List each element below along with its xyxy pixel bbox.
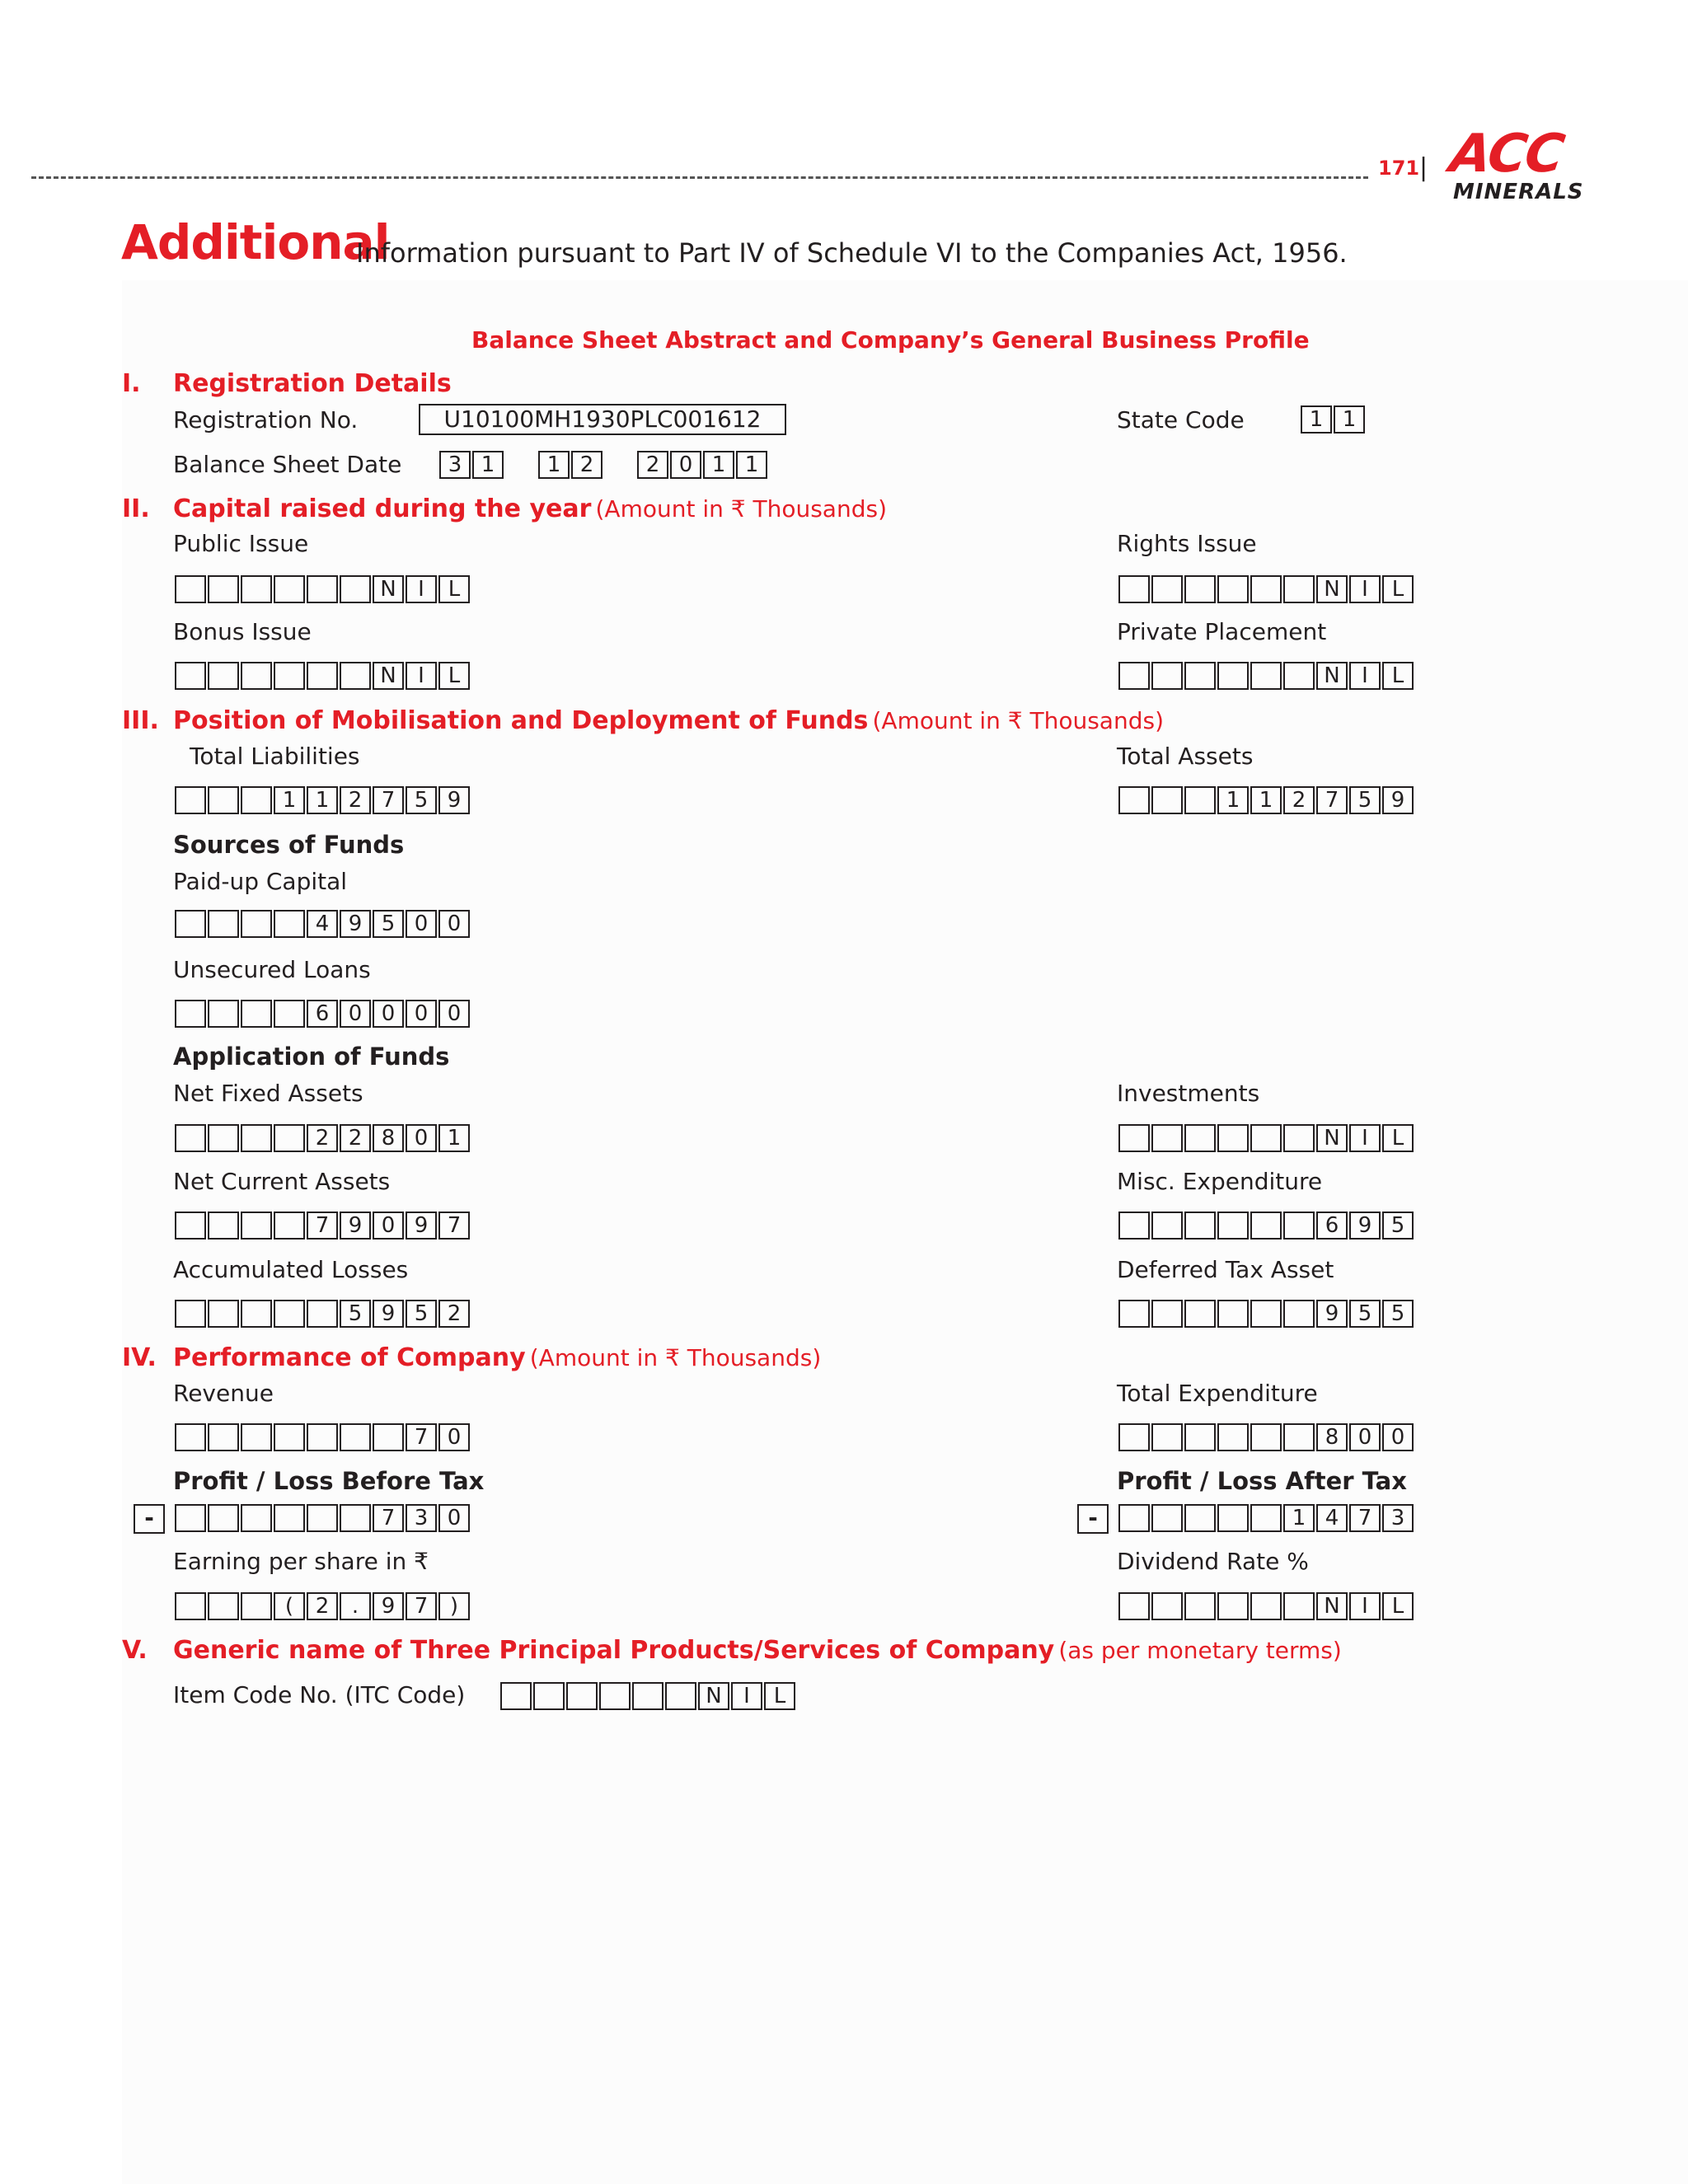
digit-box: ) xyxy=(438,1592,470,1620)
state-code-label: State Code xyxy=(1117,406,1245,434)
digit-box: 0 xyxy=(438,1504,470,1532)
digit-box: 3 xyxy=(406,1504,437,1532)
digit-box: 2 xyxy=(1283,786,1315,814)
digit-box: 1 xyxy=(274,786,305,814)
section-3-title: Position of Mobilisation and Deployment of Funds xyxy=(173,706,869,735)
rights-issue-label: Rights Issue xyxy=(1117,530,1257,557)
digit-box xyxy=(307,1423,338,1451)
page-number: 171 xyxy=(1378,157,1420,180)
digit-box xyxy=(599,1682,631,1710)
digit-box xyxy=(208,910,239,938)
digit-box xyxy=(1184,1592,1216,1620)
paid-up-capital-label: Paid-up Capital xyxy=(173,868,348,895)
section-2-note: (Amount in ₹ Thousands) xyxy=(595,495,887,523)
digit-box: 1 xyxy=(736,451,767,479)
digit-box xyxy=(1151,1504,1183,1532)
digit-box xyxy=(373,1423,404,1451)
acc-logo: ACC xyxy=(1446,124,1567,185)
revenue-boxes xyxy=(175,1423,471,1451)
digit-box: 0 xyxy=(670,451,701,479)
section-2-title: Capital raised during the year xyxy=(173,494,592,523)
digit-box xyxy=(1151,575,1183,603)
digit-box xyxy=(307,1504,338,1532)
digit-box xyxy=(175,1000,206,1028)
total-liabilities-label: Total Liabilities xyxy=(190,743,360,770)
digit-box: 3 xyxy=(439,451,471,479)
digit-box: 0 xyxy=(438,910,470,938)
digit-box xyxy=(1118,786,1150,814)
digit-box: 5 xyxy=(1349,786,1381,814)
profit-after-tax-label: Profit / Loss After Tax xyxy=(1117,1467,1407,1495)
digit-box xyxy=(1217,575,1249,603)
digit-box xyxy=(274,662,305,690)
digit-box xyxy=(1217,1423,1249,1451)
bonus-issue-boxes xyxy=(175,662,471,690)
digit-box: ( xyxy=(274,1592,305,1620)
unsecured-loans-label: Unsecured Loans xyxy=(173,956,371,983)
date-month-boxes xyxy=(538,451,604,479)
digit-box xyxy=(208,1423,239,1451)
digit-box: 9 xyxy=(340,1212,371,1240)
digit-box: L xyxy=(764,1682,795,1710)
digit-box xyxy=(665,1682,696,1710)
eps-label: Earning per share in ₹ xyxy=(173,1548,429,1575)
digit-box: 2 xyxy=(340,786,371,814)
digit-box xyxy=(1283,662,1315,690)
digit-box: 1 xyxy=(703,451,734,479)
digit-box xyxy=(1283,1423,1315,1451)
section-3-heading xyxy=(173,706,1164,735)
digit-box: 7 xyxy=(406,1592,437,1620)
digit-box xyxy=(208,662,239,690)
net-fixed-assets-boxes xyxy=(175,1124,471,1152)
digit-box: 2 xyxy=(637,451,668,479)
digit-box xyxy=(1118,662,1150,690)
digit-box: 2 xyxy=(307,1124,338,1152)
digit-box xyxy=(175,1212,206,1240)
digit-box: 0 xyxy=(340,1000,371,1028)
digit-box: N xyxy=(698,1682,729,1710)
digit-box xyxy=(1184,786,1216,814)
digit-box: 1 xyxy=(538,451,570,479)
item-code-label: Item Code No. (ITC Code) xyxy=(173,1681,466,1708)
digit-box xyxy=(175,1124,206,1152)
digit-box: 8 xyxy=(373,1124,404,1152)
page-separator: | xyxy=(1419,153,1428,182)
digit-box: 1 xyxy=(1301,405,1332,434)
balance-sheet-date-label: Balance Sheet Date xyxy=(173,451,402,478)
digit-box xyxy=(175,1592,206,1620)
digit-box xyxy=(340,662,371,690)
digit-box xyxy=(241,1124,272,1152)
digit-box: 9 xyxy=(373,1300,404,1328)
digit-box: 1 xyxy=(307,786,338,814)
section-3-note: (Amount in ₹ Thousands) xyxy=(872,707,1164,734)
digit-box: 7 xyxy=(373,786,404,814)
digit-box: 7 xyxy=(373,1504,404,1532)
digit-box xyxy=(307,662,338,690)
digit-box xyxy=(1283,1592,1315,1620)
digit-box xyxy=(1184,575,1216,603)
digit-box xyxy=(1184,1124,1216,1152)
section-2-heading xyxy=(173,494,887,523)
digit-box: 0 xyxy=(373,1212,404,1240)
digit-box xyxy=(241,910,272,938)
digit-box: N xyxy=(1316,1592,1348,1620)
digit-box: 9 xyxy=(438,786,470,814)
digit-box xyxy=(1250,1592,1282,1620)
digit-box xyxy=(1217,1592,1249,1620)
digit-box xyxy=(1151,1212,1183,1240)
minerals-logo-text: MINERALS xyxy=(1453,180,1584,204)
digit-box: 2 xyxy=(340,1124,371,1152)
digit-box: I xyxy=(1349,662,1381,690)
digit-box xyxy=(274,1423,305,1451)
registration-no-label: Registration No. xyxy=(173,406,359,434)
digit-box xyxy=(175,662,206,690)
profit-before-tax-boxes xyxy=(175,1504,471,1532)
digit-box xyxy=(208,575,239,603)
profit-after-tax-sign: - xyxy=(1077,1504,1109,1534)
digit-box xyxy=(175,1300,206,1328)
digit-box xyxy=(1283,1212,1315,1240)
paid-up-capital-boxes xyxy=(175,910,471,938)
section-4-number: IV. xyxy=(122,1343,157,1372)
digit-box: 1 xyxy=(472,451,504,479)
digit-box xyxy=(1184,1504,1216,1532)
digit-box: 5 xyxy=(340,1300,371,1328)
digit-box xyxy=(1217,1212,1249,1240)
section-subtitle: Balance Sheet Abstract and Company’s General Business Profile xyxy=(471,326,1310,354)
digit-box xyxy=(1151,662,1183,690)
date-day-boxes xyxy=(439,451,505,479)
digit-box: L xyxy=(1382,1592,1414,1620)
digit-box xyxy=(1283,1300,1315,1328)
digit-box: 1 xyxy=(1283,1504,1315,1532)
investments-boxes xyxy=(1118,1124,1415,1152)
state-code-boxes xyxy=(1301,405,1367,434)
rights-issue-boxes xyxy=(1118,575,1415,603)
digit-box: 5 xyxy=(1349,1300,1381,1328)
section-4-heading xyxy=(173,1343,821,1372)
digit-box: 7 xyxy=(1349,1504,1381,1532)
digit-box xyxy=(566,1682,598,1710)
section-5-note: (as per monetary terms) xyxy=(1058,1637,1342,1664)
digit-box: L xyxy=(1382,662,1414,690)
digit-box xyxy=(1250,575,1282,603)
profit-before-tax-sign: - xyxy=(134,1504,165,1534)
digit-box xyxy=(241,1423,272,1451)
digit-box: 9 xyxy=(373,1592,404,1620)
digit-box xyxy=(1283,1124,1315,1152)
digit-box: 7 xyxy=(406,1423,437,1451)
digit-box: I xyxy=(731,1682,762,1710)
digit-box: 0 xyxy=(438,1423,470,1451)
application-of-funds-heading: Application of Funds xyxy=(173,1043,450,1071)
digit-box: 5 xyxy=(406,1300,437,1328)
digit-box xyxy=(533,1682,565,1710)
digit-box: 7 xyxy=(438,1212,470,1240)
digit-box xyxy=(241,1592,272,1620)
digit-box xyxy=(340,575,371,603)
digit-box xyxy=(1217,1124,1249,1152)
digit-box xyxy=(274,1212,305,1240)
digit-box: N xyxy=(1316,575,1348,603)
digit-box xyxy=(175,786,206,814)
digit-box: 9 xyxy=(1382,786,1414,814)
total-assets-boxes xyxy=(1118,786,1415,814)
digit-box: 0 xyxy=(438,1000,470,1028)
accumulated-losses-boxes xyxy=(175,1300,471,1328)
private-placement-boxes xyxy=(1118,662,1415,690)
digit-box xyxy=(1151,1423,1183,1451)
header-divider xyxy=(31,176,1368,179)
digit-box xyxy=(1151,786,1183,814)
section-1-title: Registration Details xyxy=(173,369,452,398)
section-5-number: V. xyxy=(122,1636,148,1665)
digit-box xyxy=(1250,662,1282,690)
digit-box xyxy=(1217,662,1249,690)
digit-box xyxy=(1250,1212,1282,1240)
accumulated-losses-label: Accumulated Losses xyxy=(173,1256,409,1283)
digit-box xyxy=(274,1300,305,1328)
digit-box xyxy=(307,575,338,603)
section-3-number: III. xyxy=(122,706,159,735)
digit-box xyxy=(208,1504,239,1532)
digit-box: 1 xyxy=(1250,786,1282,814)
digit-box xyxy=(175,1504,206,1532)
digit-box xyxy=(1184,1423,1216,1451)
digit-box xyxy=(241,575,272,603)
digit-box xyxy=(241,1300,272,1328)
profit-after-tax-boxes xyxy=(1118,1504,1415,1532)
section-4-title: Performance of Company xyxy=(173,1343,526,1372)
digit-box xyxy=(175,1423,206,1451)
total-expenditure-label: Total Expenditure xyxy=(1117,1380,1318,1407)
digit-box: N xyxy=(1316,1124,1348,1152)
digit-box: I xyxy=(406,575,437,603)
digit-box: 8 xyxy=(1316,1423,1348,1451)
digit-box xyxy=(1217,1504,1249,1532)
digit-box xyxy=(175,910,206,938)
digit-box: N xyxy=(1316,662,1348,690)
digit-box xyxy=(1184,1300,1216,1328)
digit-box: 4 xyxy=(1316,1504,1348,1532)
digit-box: I xyxy=(1349,1592,1381,1620)
digit-box xyxy=(1250,1300,1282,1328)
section-1-number: I. xyxy=(122,369,141,398)
digit-box: 1 xyxy=(438,1124,470,1152)
profit-before-tax-label: Profit / Loss Before Tax xyxy=(173,1467,485,1495)
digit-box: 9 xyxy=(1316,1300,1348,1328)
digit-box: I xyxy=(1349,1124,1381,1152)
digit-box: N xyxy=(373,662,404,690)
digit-box: L xyxy=(1382,1124,1414,1152)
digit-box: I xyxy=(1349,575,1381,603)
net-current-assets-label: Net Current Assets xyxy=(173,1168,391,1195)
digit-box xyxy=(307,1300,338,1328)
digit-box xyxy=(274,1000,305,1028)
digit-box: 6 xyxy=(307,1000,338,1028)
page-title-rest: Information pursuant to Part IV of Schedule VI to the Companies Act, 1956. xyxy=(356,237,1348,269)
digit-box xyxy=(241,662,272,690)
digit-box xyxy=(1118,1300,1150,1328)
digit-box xyxy=(274,575,305,603)
digit-box xyxy=(208,1212,239,1240)
dividend-rate-boxes xyxy=(1118,1592,1415,1620)
digit-box xyxy=(1118,1423,1150,1451)
digit-box xyxy=(632,1682,663,1710)
investments-label: Investments xyxy=(1117,1080,1260,1107)
digit-box: L xyxy=(438,575,470,603)
total-expenditure-boxes xyxy=(1118,1423,1415,1451)
digit-box xyxy=(208,786,239,814)
digit-box: 2 xyxy=(438,1300,470,1328)
net-fixed-assets-label: Net Fixed Assets xyxy=(173,1080,363,1107)
digit-box xyxy=(1118,575,1150,603)
digit-box: 0 xyxy=(406,1124,437,1152)
digit-box xyxy=(1151,1592,1183,1620)
digit-box: 6 xyxy=(1316,1212,1348,1240)
digit-box xyxy=(241,786,272,814)
net-current-assets-boxes xyxy=(175,1212,471,1240)
digit-box: 7 xyxy=(307,1212,338,1240)
digit-box: 2 xyxy=(307,1592,338,1620)
digit-box: 1 xyxy=(1217,786,1249,814)
digit-box xyxy=(274,1504,305,1532)
digit-box: 5 xyxy=(1382,1212,1414,1240)
digit-box: 7 xyxy=(1316,786,1348,814)
digit-box: I xyxy=(406,662,437,690)
digit-box xyxy=(1151,1300,1183,1328)
digit-box xyxy=(208,1592,239,1620)
digit-box xyxy=(1184,662,1216,690)
item-code-boxes xyxy=(500,1682,797,1710)
digit-box: 0 xyxy=(1349,1423,1381,1451)
digit-box xyxy=(500,1682,532,1710)
digit-box xyxy=(1118,1504,1150,1532)
digit-box: 4 xyxy=(307,910,338,938)
digit-box xyxy=(208,1124,239,1152)
misc-expenditure-label: Misc. Expenditure xyxy=(1117,1168,1323,1195)
digit-box xyxy=(1118,1592,1150,1620)
deferred-tax-asset-boxes xyxy=(1118,1300,1415,1328)
digit-box xyxy=(1118,1124,1150,1152)
digit-box: 2 xyxy=(571,451,603,479)
registration-no-field: U10100MH1930PLC001612 xyxy=(419,404,786,435)
digit-box: 9 xyxy=(340,910,371,938)
sources-of-funds-heading: Sources of Funds xyxy=(173,831,405,859)
section-5-title: Generic name of Three Principal Products/Services of Company xyxy=(173,1636,1055,1665)
unsecured-loans-boxes xyxy=(175,1000,471,1028)
digit-box xyxy=(274,1124,305,1152)
digit-box: L xyxy=(1382,575,1414,603)
revenue-label: Revenue xyxy=(173,1380,274,1407)
digit-box: 9 xyxy=(406,1212,437,1240)
total-assets-label: Total Assets xyxy=(1117,743,1254,770)
digit-box xyxy=(340,1504,371,1532)
bonus-issue-label: Bonus Issue xyxy=(173,618,312,645)
digit-box xyxy=(1250,1504,1282,1532)
digit-box xyxy=(175,575,206,603)
digit-box xyxy=(340,1423,371,1451)
digit-box xyxy=(241,1212,272,1240)
digit-box: L xyxy=(438,662,470,690)
section-5-heading xyxy=(173,1636,1342,1665)
public-issue-label: Public Issue xyxy=(173,530,309,557)
digit-box xyxy=(1118,1212,1150,1240)
misc-expenditure-boxes xyxy=(1118,1212,1415,1240)
digit-box: 5 xyxy=(1382,1300,1414,1328)
digit-box: 5 xyxy=(373,910,404,938)
digit-box xyxy=(241,1000,272,1028)
deferred-tax-asset-label: Deferred Tax Asset xyxy=(1117,1256,1334,1283)
digit-box: 0 xyxy=(406,1000,437,1028)
digit-box: 1 xyxy=(1334,405,1365,434)
digit-box xyxy=(1184,1212,1216,1240)
digit-box: 0 xyxy=(373,1000,404,1028)
digit-box xyxy=(208,1300,239,1328)
public-issue-boxes xyxy=(175,575,471,603)
digit-box: 3 xyxy=(1382,1504,1414,1532)
digit-box: 5 xyxy=(406,786,437,814)
digit-box: . xyxy=(340,1592,371,1620)
dividend-rate-label: Dividend Rate % xyxy=(1117,1548,1309,1575)
digit-box xyxy=(1283,575,1315,603)
section-2-number: II. xyxy=(122,494,150,523)
digit-box xyxy=(241,1504,272,1532)
digit-box xyxy=(1217,1300,1249,1328)
digit-box xyxy=(1250,1124,1282,1152)
private-placement-label: Private Placement xyxy=(1117,618,1327,645)
eps-boxes xyxy=(175,1592,471,1620)
digit-box xyxy=(1250,1423,1282,1451)
page-title-main: Additional xyxy=(121,214,390,270)
digit-box: N xyxy=(373,575,404,603)
digit-box xyxy=(274,910,305,938)
total-liabilities-boxes xyxy=(175,786,471,814)
digit-box xyxy=(208,1000,239,1028)
digit-box: 9 xyxy=(1349,1212,1381,1240)
digit-box xyxy=(1151,1124,1183,1152)
date-year-boxes xyxy=(637,451,769,479)
section-4-note: (Amount in ₹ Thousands) xyxy=(529,1344,822,1371)
digit-box: 0 xyxy=(1382,1423,1414,1451)
digit-box: 0 xyxy=(406,910,437,938)
